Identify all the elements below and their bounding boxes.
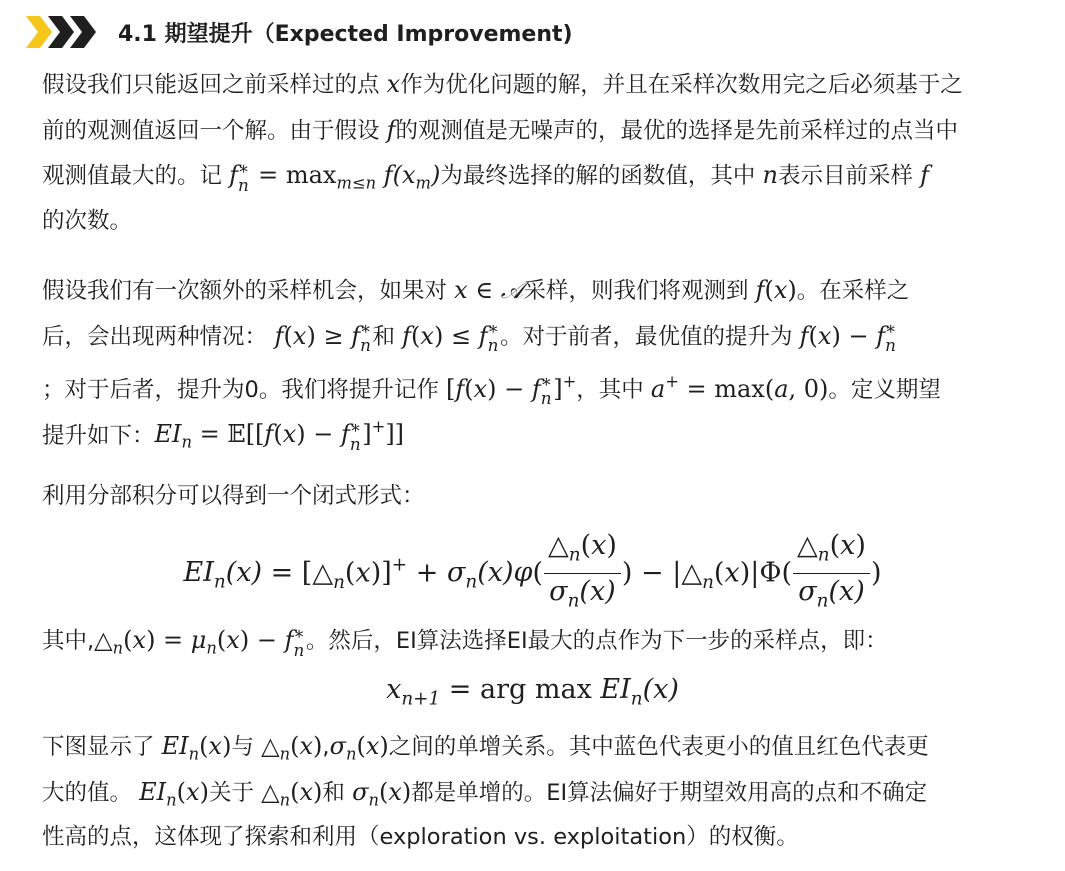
math-sigma-n-x: $\sigma_n(x)$ [352,777,412,810]
math-delta: $\triangle_n(x) = \mu_n(x) - f$ ∗ n [94,622,305,660]
math-ei-definition: $EI_n$ = 𝔼[[f(x) − f ∗ n ]+]] [154,416,405,454]
text-line: 假设我们只能返回之前采样过的点 x作为优化问题的解，并且在采样次数用完之后必须基于之 [42,70,963,98]
math-fx-minus-fn: f(x) − f ∗ n [799,318,897,355]
paragraph-definition [42,62,1062,244]
math-sigma-n-x: $\sigma_n(x)$ [329,732,389,764]
math-fx-leq: f(x) ≤ f ∗ n [402,318,499,355]
math-x-in-A: x ∈ 𝒜 [454,276,524,304]
math-fx: f(x) [755,276,797,304]
math-f: f [920,161,930,189]
text-line: 假设我们有一次额外的采样机会，如果对 x ∈ 𝒜采样，则我们将观测到 f(x)。在采样之 [42,276,910,304]
text-line: 下图显示了 $EI_n(x)$与 $\triangle_n(x),\sigma_n(x)$之间的单增关系。其中蓝色代表更小的值且红色代表更 [42,732,929,764]
text-line: 后，会出现两种情况： f(x) ≥ f ∗ n 和 f(x) ≤ f ∗ n 。对于前者，最优值的提升为 f(x) − f ∗ n [42,318,897,355]
chevron-bullet-icon [24,12,102,52]
math-delta-n-x: $\triangle_n(x)$ [261,732,323,764]
math-fn-star-max: f ∗ n = $\max_{m\le n} f(x_m)$ [229,157,441,195]
math-ei-n-x: $EI_n(x)$ [139,777,209,810]
paragraph-closed-form-intro [42,474,1062,520]
text-line: 性高的点，这体现了探索和利用（exploration vs. exploitation）的权衡。 [42,824,799,850]
math-n: n [762,161,778,189]
text-line: 其中$,\triangle_n(x) = \mu_n(x) - f$ ∗ n 。然后，EI算法选择EI最大的点作为下一步的采样点，即： [42,622,888,660]
math-ei-n-x: $EI_n(x)$ [161,732,232,764]
math-x: x [386,70,401,98]
text-line: 前的观测值返回一个解。由于假设 f的观测值是无噪声的，最优的选择是先前采样过的点当中 [42,115,959,144]
text-line: 的次数。 [42,207,133,234]
text-line: 大的值。 $EI_n(x)$关于 $\triangle_n(x)$和 $\sigma_n(x)$都是单增的。EI算法偏好于期望效用高的点和不确定 [42,777,928,810]
section-heading [24,12,573,52]
paragraph-improvement [42,268,1062,454]
math-improvement: [f(x) − f ∗ n ]+ [445,371,577,409]
section-title: 4.1 期望提升（Expected Improvement) [118,21,573,47]
paragraph-monotonic [42,724,1062,861]
equation-ei-closed-form: $EI_n(x)$ = $[\triangle_n(x)]^+ + \sigma_n(x)\varphi$( $\frac{\triangle_n(x)}{\sigma_n(x)}$ ) − $|\triangle_n(x)|\Phi$( $\frac{\triangle_n(x)}{\sigma_n(x)}$ ) [183,530,882,612]
text-line: 观测值最大的。记 f ∗ n = $\max_{m\le n} f(x_m)$为最终选择的解的函数值，其中 n表示目前采样 f [42,157,930,195]
text-line: 提升如下：$EI_n$ = 𝔼[[f(x) − f ∗ n ]+]] [42,416,405,454]
math-delta-n-x: $\triangle_n(x)$ [261,777,323,810]
equation-argmax: $x_{n+1}$ = arg $\max EI_n(x)$ [386,674,679,710]
math-a-plus: a+ = max(a, 0) [650,372,829,403]
text-line: ；对于后者，提升为0。我们将提升记作 [f(x) − f ∗ n ]+，其中 a+ = max(a, 0)。定义期望 [42,371,941,409]
math-f: f [386,115,396,144]
text-line: 利用分部积分可以得到一个闭式形式： [42,483,425,509]
paragraph-delta-definition [42,618,1062,664]
math-fx-geq: f(x) ≥ f ∗ n [267,318,372,355]
